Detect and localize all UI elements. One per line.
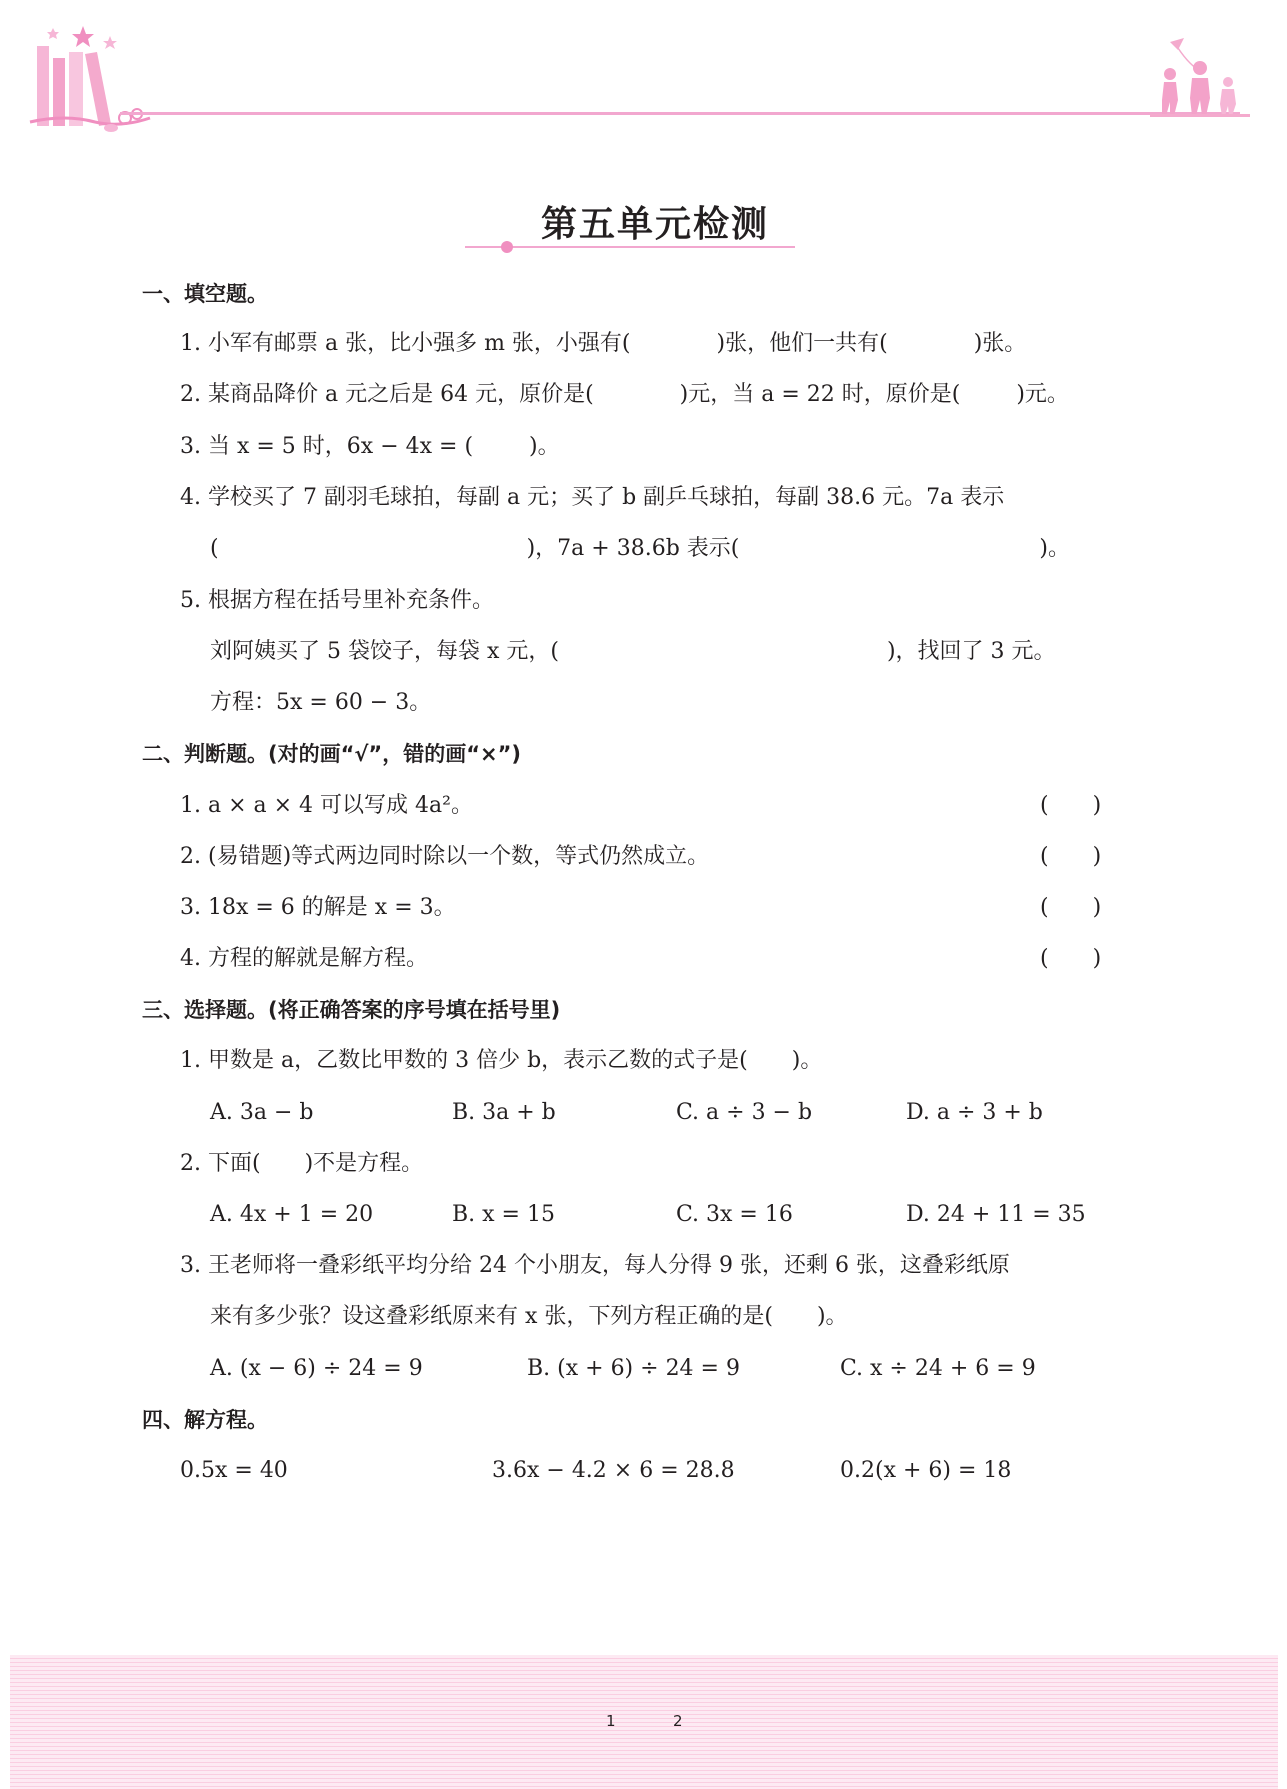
choice-3-option-a[interactable]: A. (x − 6) ÷ 24 = 9 — [210, 1356, 423, 1381]
footer-stripes — [10, 1655, 1278, 1789]
judge-answer-4[interactable]: ( ) — [1040, 946, 1102, 971]
choice-1-option-c[interactable]: C. a ÷ 3 − b — [676, 1100, 813, 1125]
children-kite-icon — [1150, 36, 1250, 118]
title-underline — [465, 240, 795, 254]
judge-answer-3[interactable]: ( ) — [1040, 895, 1102, 920]
choice-2-option-c[interactable]: C. 3x = 16 — [676, 1202, 793, 1227]
section-3-heading: 三、选择题。(将正确答案的序号填在括号里) — [142, 998, 561, 1022]
books-decoration-icon — [25, 18, 155, 136]
fill-question-2: 2. 某商品降价 a 元之后是 64 元，原价是( )元，当 a = 22 时，原价是( )元。 — [180, 382, 1069, 407]
choice-1-option-a[interactable]: A. 3a − b — [210, 1100, 314, 1125]
fill-question-3: 3. 当 x = 5 时，6x − 4x = ( )。 — [180, 434, 560, 459]
equation-1: 0.5x = 40 — [180, 1458, 288, 1483]
choice-1-option-b[interactable]: B. 3a + b — [452, 1100, 556, 1125]
choice-question-2: 2. 下面( )不是方程。 — [180, 1151, 424, 1176]
choice-2-option-a[interactable]: A. 4x + 1 = 20 — [210, 1202, 374, 1227]
equation-3: 0.2(x + 6) = 18 — [840, 1458, 1012, 1483]
judge-item-1: 1. a × a × 4 可以写成 4a²。 — [180, 793, 473, 818]
choice-question-1: 1. 甲数是 a，乙数比甲数的 3 倍少 b，表示乙数的式子是( )。 — [180, 1048, 823, 1073]
choice-question-3-line-2: 来有多少张？设这叠彩纸原来有 x 张，下列方程正确的是( )。 — [210, 1304, 848, 1329]
judge-item-3: 3. 18x = 6 的解是 x = 3。 — [180, 895, 456, 920]
section-1-heading: 一、填空题。 — [142, 282, 268, 306]
fill-question-1: 1. 小军有邮票 a 张，比小强多 m 张，小强有( )张，他们一共有( )张。 — [180, 331, 1027, 356]
choice-1-option-d[interactable]: D. a ÷ 3 + b — [906, 1100, 1043, 1125]
judge-item-4: 4. 方程的解就是解方程。 — [180, 946, 428, 971]
choice-3-option-b[interactable]: B. (x + 6) ÷ 24 = 9 — [527, 1356, 740, 1381]
header-rule — [120, 112, 1240, 115]
equation-2: 3.6x − 4.2 × 6 = 28.8 — [492, 1458, 735, 1483]
choice-question-3-line-1: 3. 王老师将一叠彩纸平均分给 24 个小朋友，每人分得 9 张，还剩 6 张，这叠彩纸原 — [180, 1253, 1010, 1278]
fill-question-4-line-2: ( )，7a + 38.6b 表示( )。 — [210, 536, 1070, 561]
choice-2-option-d[interactable]: D. 24 + 11 = 35 — [906, 1202, 1086, 1227]
page-number-right: 2 — [673, 1712, 683, 1730]
fill-question-5-equation: 方程：5x = 60 − 3。 — [210, 690, 432, 715]
choice-3-option-c[interactable]: C. x ÷ 24 + 6 = 9 — [840, 1356, 1036, 1381]
fill-question-4-line-1: 4. 学校买了 7 副羽毛球拍，每副 a 元；买了 b 副乒乓球拍，每副 38.6 元。7a 表示 — [180, 485, 1005, 510]
choice-2-option-b[interactable]: B. x = 15 — [452, 1202, 555, 1227]
judge-item-2: 2. (易错题)等式两边同时除以一个数，等式仍然成立。 — [180, 844, 710, 869]
section-4-heading: 四、解方程。 — [142, 1408, 268, 1432]
fill-question-5-stem: 5. 根据方程在括号里补充条件。 — [180, 588, 494, 613]
judge-answer-1[interactable]: ( ) — [1040, 793, 1102, 818]
section-2-heading: 二、判断题。(对的画“√”，错的画“×”) — [142, 742, 522, 766]
judge-answer-2[interactable]: ( ) — [1040, 844, 1102, 869]
page-number-left: 1 — [606, 1712, 616, 1730]
fill-question-5-condition: 刘阿姨买了 5 袋饺子，每袋 x 元，( )，找回了 3 元。 — [210, 639, 1056, 664]
page-title: 第五单元检测 — [540, 203, 769, 245]
